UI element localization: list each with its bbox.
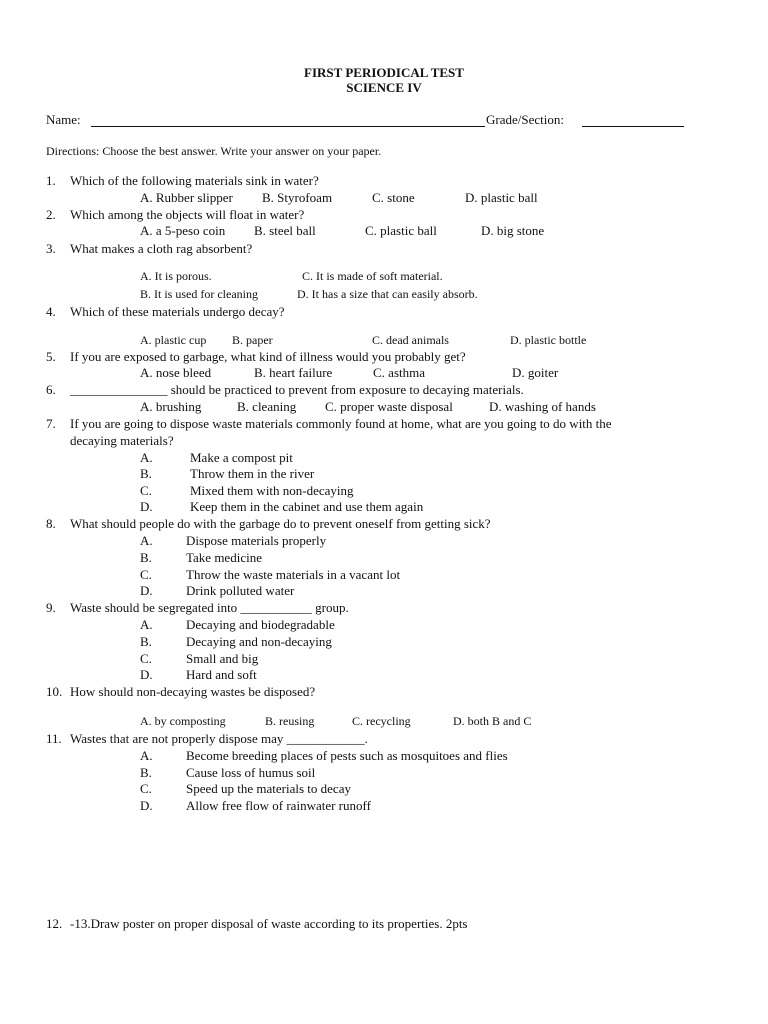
option-d: D. plastic ball [465,190,538,205]
question-text: What should people do with the garbage do to prevent oneself from getting sick? [70,516,491,531]
option-c: Throw the waste materials in a vacant lot [186,567,401,582]
option-b: Cause loss of humus soil [186,765,316,780]
question-text: How should non-decaying wastes be disposed? [70,684,316,699]
test-title: FIRST PERIODICAL TEST [304,65,464,80]
option-d: Hard and soft [186,667,257,682]
option-d: D. both B and C [453,714,532,728]
option-a: Make a compost pit [190,450,293,465]
option-a: A. Rubber slipper [140,190,233,205]
option-d: D. goiter [512,365,559,380]
option-letter: C. [140,651,152,666]
question-text: Which of these materials undergo decay? [70,304,285,319]
option-letter: C. [140,483,152,498]
option-d: Keep them in the cabinet and use them again [190,499,424,514]
option-a: Become breeding places of pests such as mosquitoes and flies [186,748,508,763]
option-d: D. plastic bottle [510,333,587,347]
answer-blank: _______________ [70,382,168,397]
option-c: C. stone [372,190,415,205]
question-text: What makes a cloth rag absorbent? [70,241,253,256]
option-d: D. big stone [481,223,545,238]
option-letter: B. [140,550,152,565]
question-text: Waste should be segregated into ___________ group. [70,600,349,615]
option-d: Allow free flow of rainwater runoff [186,798,371,813]
option-letter: D. [140,798,153,813]
option-letter: C. [140,781,152,796]
question-text-continued: decaying materials? [70,433,174,448]
directions-text: Directions: Choose the best answer. Write your answer on your paper. [46,144,382,158]
question-number: 1. [46,173,56,188]
option-letter: A. [140,617,153,632]
option-c: C. asthma [373,365,425,380]
option-b: B. It is used for cleaning [140,287,258,301]
option-a: A. a 5-peso coin [140,223,226,238]
question-number: 10. [46,684,63,699]
option-d: Drink polluted water [186,583,295,598]
question-number: 12. [46,916,63,931]
grade-section-label: Grade/Section: [486,112,564,127]
option-letter: B. [140,466,152,481]
option-b: Throw them in the river [190,466,315,481]
option-c: C. plastic ball [365,223,437,238]
option-c: Mixed them with non-decaying [190,483,354,498]
option-a: A. plastic cup [140,333,207,347]
option-letter: B. [140,634,152,649]
question-number: 3. [46,241,56,256]
option-c: Small and big [186,651,259,666]
question-text: Which among the objects will float in water? [70,207,305,222]
option-b: B. heart failure [254,365,333,380]
option-letter: D. [140,583,153,598]
question-number: 4. [46,304,56,319]
option-a: A. nose bleed [140,365,212,380]
question-text: Which of the following materials sink in water? [70,173,319,188]
option-c: Speed up the materials to decay [186,781,351,796]
question-number: 7. [46,416,56,431]
name-blank[interactable] [91,126,485,127]
option-d: D. washing of hands [489,399,596,414]
option-b: Decaying and non-decaying [186,634,332,649]
option-letter: A. [140,533,153,548]
option-a: Dispose materials properly [186,533,327,548]
test-subject: SCIENCE IV [346,80,422,95]
option-b: B. Styrofoam [262,190,333,205]
option-a: A. by composting [140,714,226,728]
question-text: Wastes that are not properly dispose may ____________. [70,731,368,746]
option-c: C. recycling [352,714,411,728]
question-number: 8. [46,516,56,531]
question-text: should be practiced to prevent from exposure to decaying materials. [167,382,524,397]
option-b: B. paper [232,333,273,347]
question-text-line [70,382,524,398]
name-label: Name: [46,112,81,127]
option-letter: B. [140,765,152,780]
option-b: B. cleaning [237,399,297,414]
option-b: B. steel ball [254,223,316,238]
option-b: Take medicine [186,550,262,565]
option-a: A. It is porous. [140,269,212,283]
option-letter: A. [140,748,153,763]
option-letter: D. [140,667,153,682]
question-number: 11. [46,731,62,746]
option-c: C. It is made of soft material. [302,269,443,283]
question-number: 9. [46,600,56,615]
option-letter: D. [140,499,153,514]
question-text: If you are exposed to garbage, what kind of illness would you probably get? [70,349,466,364]
option-a: Decaying and biodegradable [186,617,335,632]
question-number: 5. [46,349,56,364]
question-number: 2. [46,207,56,222]
option-c: C. dead animals [372,333,449,347]
option-b: B. reusing [265,714,315,728]
option-a: A. brushing [140,399,202,414]
question-text: -13.Draw poster on proper disposal of waste according to its properties. 2pts [70,916,468,931]
option-letter: A. [140,450,153,465]
option-d: D. It has a size that can easily absorb. [297,287,478,301]
question-text: If you are going to dispose waste materials commonly found at home, what are you going to do with the [70,416,612,431]
question-number: 6. [46,382,56,397]
grade-section-blank[interactable] [582,126,684,127]
option-letter: C. [140,567,152,582]
option-c: C. proper waste disposal [325,399,453,414]
